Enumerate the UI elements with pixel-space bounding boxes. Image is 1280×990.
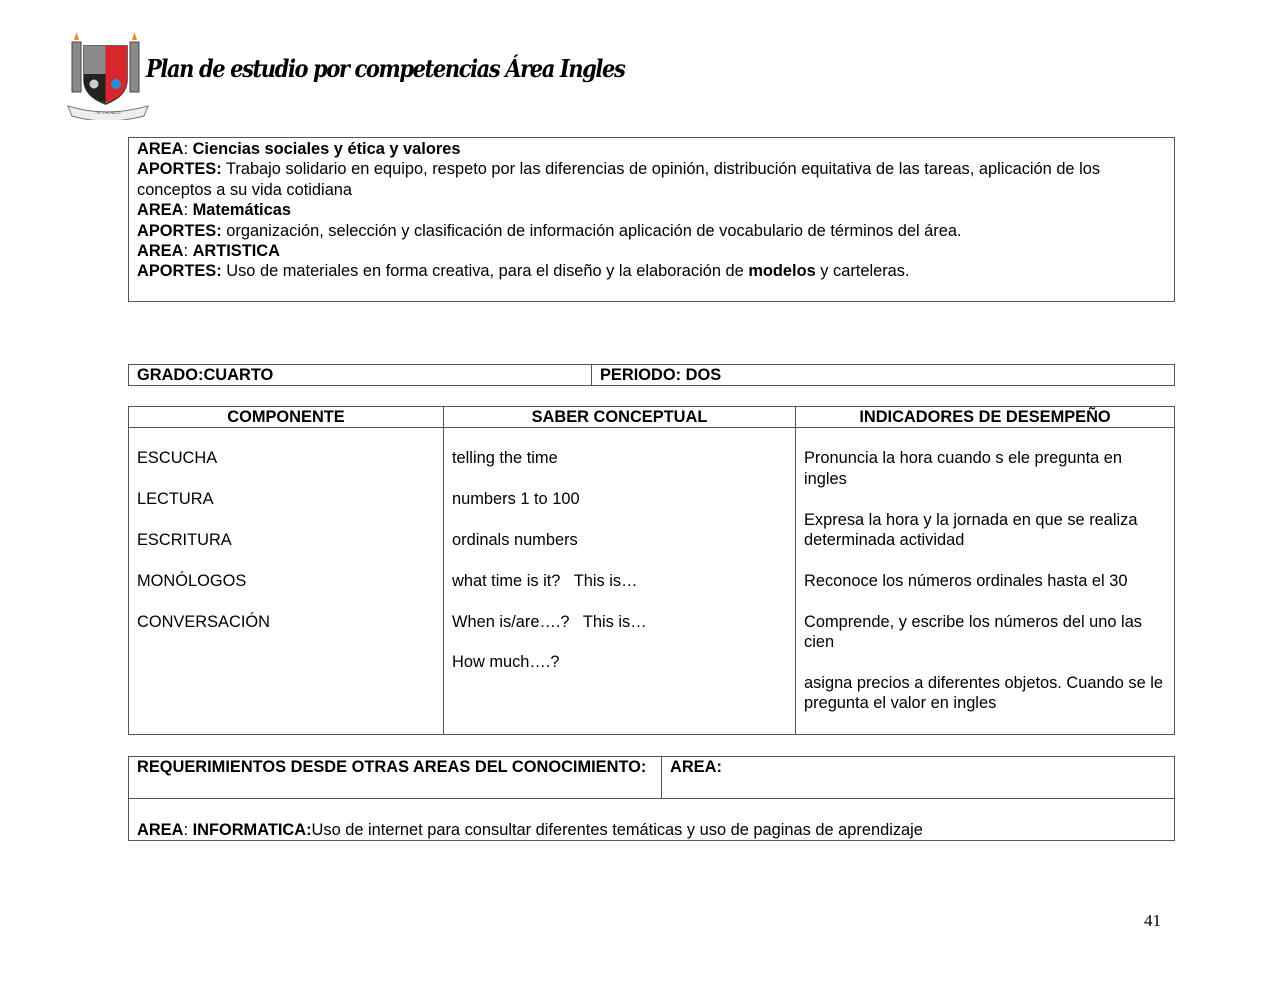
- list-item: How much….?: [452, 653, 560, 672]
- componente-cell: [129, 428, 444, 735]
- requerimientos-body: AREA: INFORMATICA:Uso de internet para consultar diferentes temáticas y uso de paginas de aprendizaje: [129, 799, 1175, 841]
- school-crest-icon: [66, 28, 150, 120]
- area-line-3: AREA: ARTISTICA: [137, 242, 280, 261]
- aportes-box: [128, 137, 1175, 302]
- list-item: ordinals numbers: [452, 531, 578, 549]
- list-item: MONÓLOGOS: [137, 571, 247, 590]
- periodo-cell: PERIODO: DOS: [592, 365, 1175, 386]
- header-saber-conceptual: SABER CONCEPTUAL: [444, 407, 796, 428]
- area-header: AREA:: [662, 757, 1175, 799]
- aportes-label: APORTES:: [137, 262, 222, 281]
- area-name-sociales: Ciencias sociales y ética y valores: [192, 140, 461, 158]
- area-line-1: AREA: Ciencias sociales y ética y valores: [137, 140, 461, 158]
- requerimientos-table: [128, 756, 1175, 841]
- list-item: Comprende, y escribe los números del uno las cien: [804, 612, 1143, 652]
- area-line-2: AREA: Matemáticas: [137, 201, 291, 220]
- table-row: [129, 428, 1175, 735]
- list-item: asigna precios a diferentes objetos. Cuando se le pregunta el valor en ingles: [804, 673, 1164, 713]
- list-item: CONVERSACIÓN: [137, 612, 270, 631]
- aportes-label: APORTES:: [137, 160, 222, 179]
- crest-banner-text: I.E. TECNICO: [95, 110, 121, 115]
- saber-conceptual-cell: [444, 428, 796, 735]
- requerimientos-header: REQUERIMIENTOS DESDE OTRAS AREAS DEL CONOCIMIENTO:: [129, 757, 662, 799]
- document-title: Plan de estudio por competencias Área Ingles: [146, 54, 625, 83]
- aportes-text-matematicas: organización, selección y clasificación de información aplicación de vocabulario de términos del área.: [221, 221, 962, 240]
- table-row: [129, 365, 1175, 386]
- list-item: numbers 1 to 100: [452, 490, 580, 509]
- list-item: When is/are….? This is…: [452, 612, 647, 631]
- list-item: ESCUCHA: [137, 449, 218, 468]
- aportes-text-artistica: Uso de materiales en forma creativa, para el diseño y la elaboración de: [221, 262, 749, 281]
- list-item: telling the time: [452, 449, 558, 468]
- aportes-text-artistica-end: y carteleras.: [815, 262, 910, 281]
- list-item: LECTURA: [137, 490, 214, 509]
- list-item: Reconoce los números ordinales hasta el 30: [804, 571, 1128, 590]
- indicadores-cell: [796, 428, 1175, 735]
- area-name-matematicas: Matemáticas: [192, 201, 291, 220]
- list-item: what time is it? This is…: [452, 571, 638, 590]
- aportes-line-3: [137, 261, 1166, 281]
- area-name-artistica: ARTISTICA: [192, 242, 280, 261]
- area-label: AREA: [137, 140, 184, 158]
- aportes-line-1: [137, 159, 1166, 200]
- list-item: Expresa la hora y la jornada en que se realiza determinada actividad: [804, 510, 1138, 550]
- list-item: ESCRITURA: [137, 531, 232, 549]
- table-header-row: [129, 757, 1175, 799]
- list-item: Pronuncia la hora cuando s ele pregunta en ingles: [804, 449, 1123, 488]
- table-row: [129, 799, 1175, 841]
- area-label: AREA: [137, 242, 184, 261]
- aportes-label: APORTES:: [137, 221, 222, 240]
- aportes-bold-modelos: modelos: [748, 262, 816, 281]
- document-header: [66, 28, 625, 124]
- area-label: AREA: [137, 820, 184, 839]
- aportes-text-sociales: Trabajo solidario en equipo, respeto por las diferencias de opinión, distribución equitativa de las tareas, aplicación de los conceptos a su vida cotidiana: [137, 160, 1101, 199]
- area-label: AREA: [137, 201, 184, 220]
- requerimientos-text: Uso de internet para consultar diferentes temáticas y uso de paginas de aprendizaje: [311, 820, 923, 839]
- area-name-informatica: INFORMATICA:: [192, 820, 312, 839]
- grado-cell: GRADO:CUARTO: [129, 365, 592, 386]
- header-componente: COMPONENTE: [129, 407, 444, 428]
- aportes-line-2: [137, 221, 1166, 241]
- componentes-table: [128, 406, 1175, 735]
- table-header-row: [129, 407, 1175, 428]
- page-number: 41: [1144, 911, 1161, 930]
- header-indicadores: INDICADORES DE DESEMPEÑO: [796, 407, 1175, 428]
- grado-periodo-table: [128, 364, 1175, 386]
